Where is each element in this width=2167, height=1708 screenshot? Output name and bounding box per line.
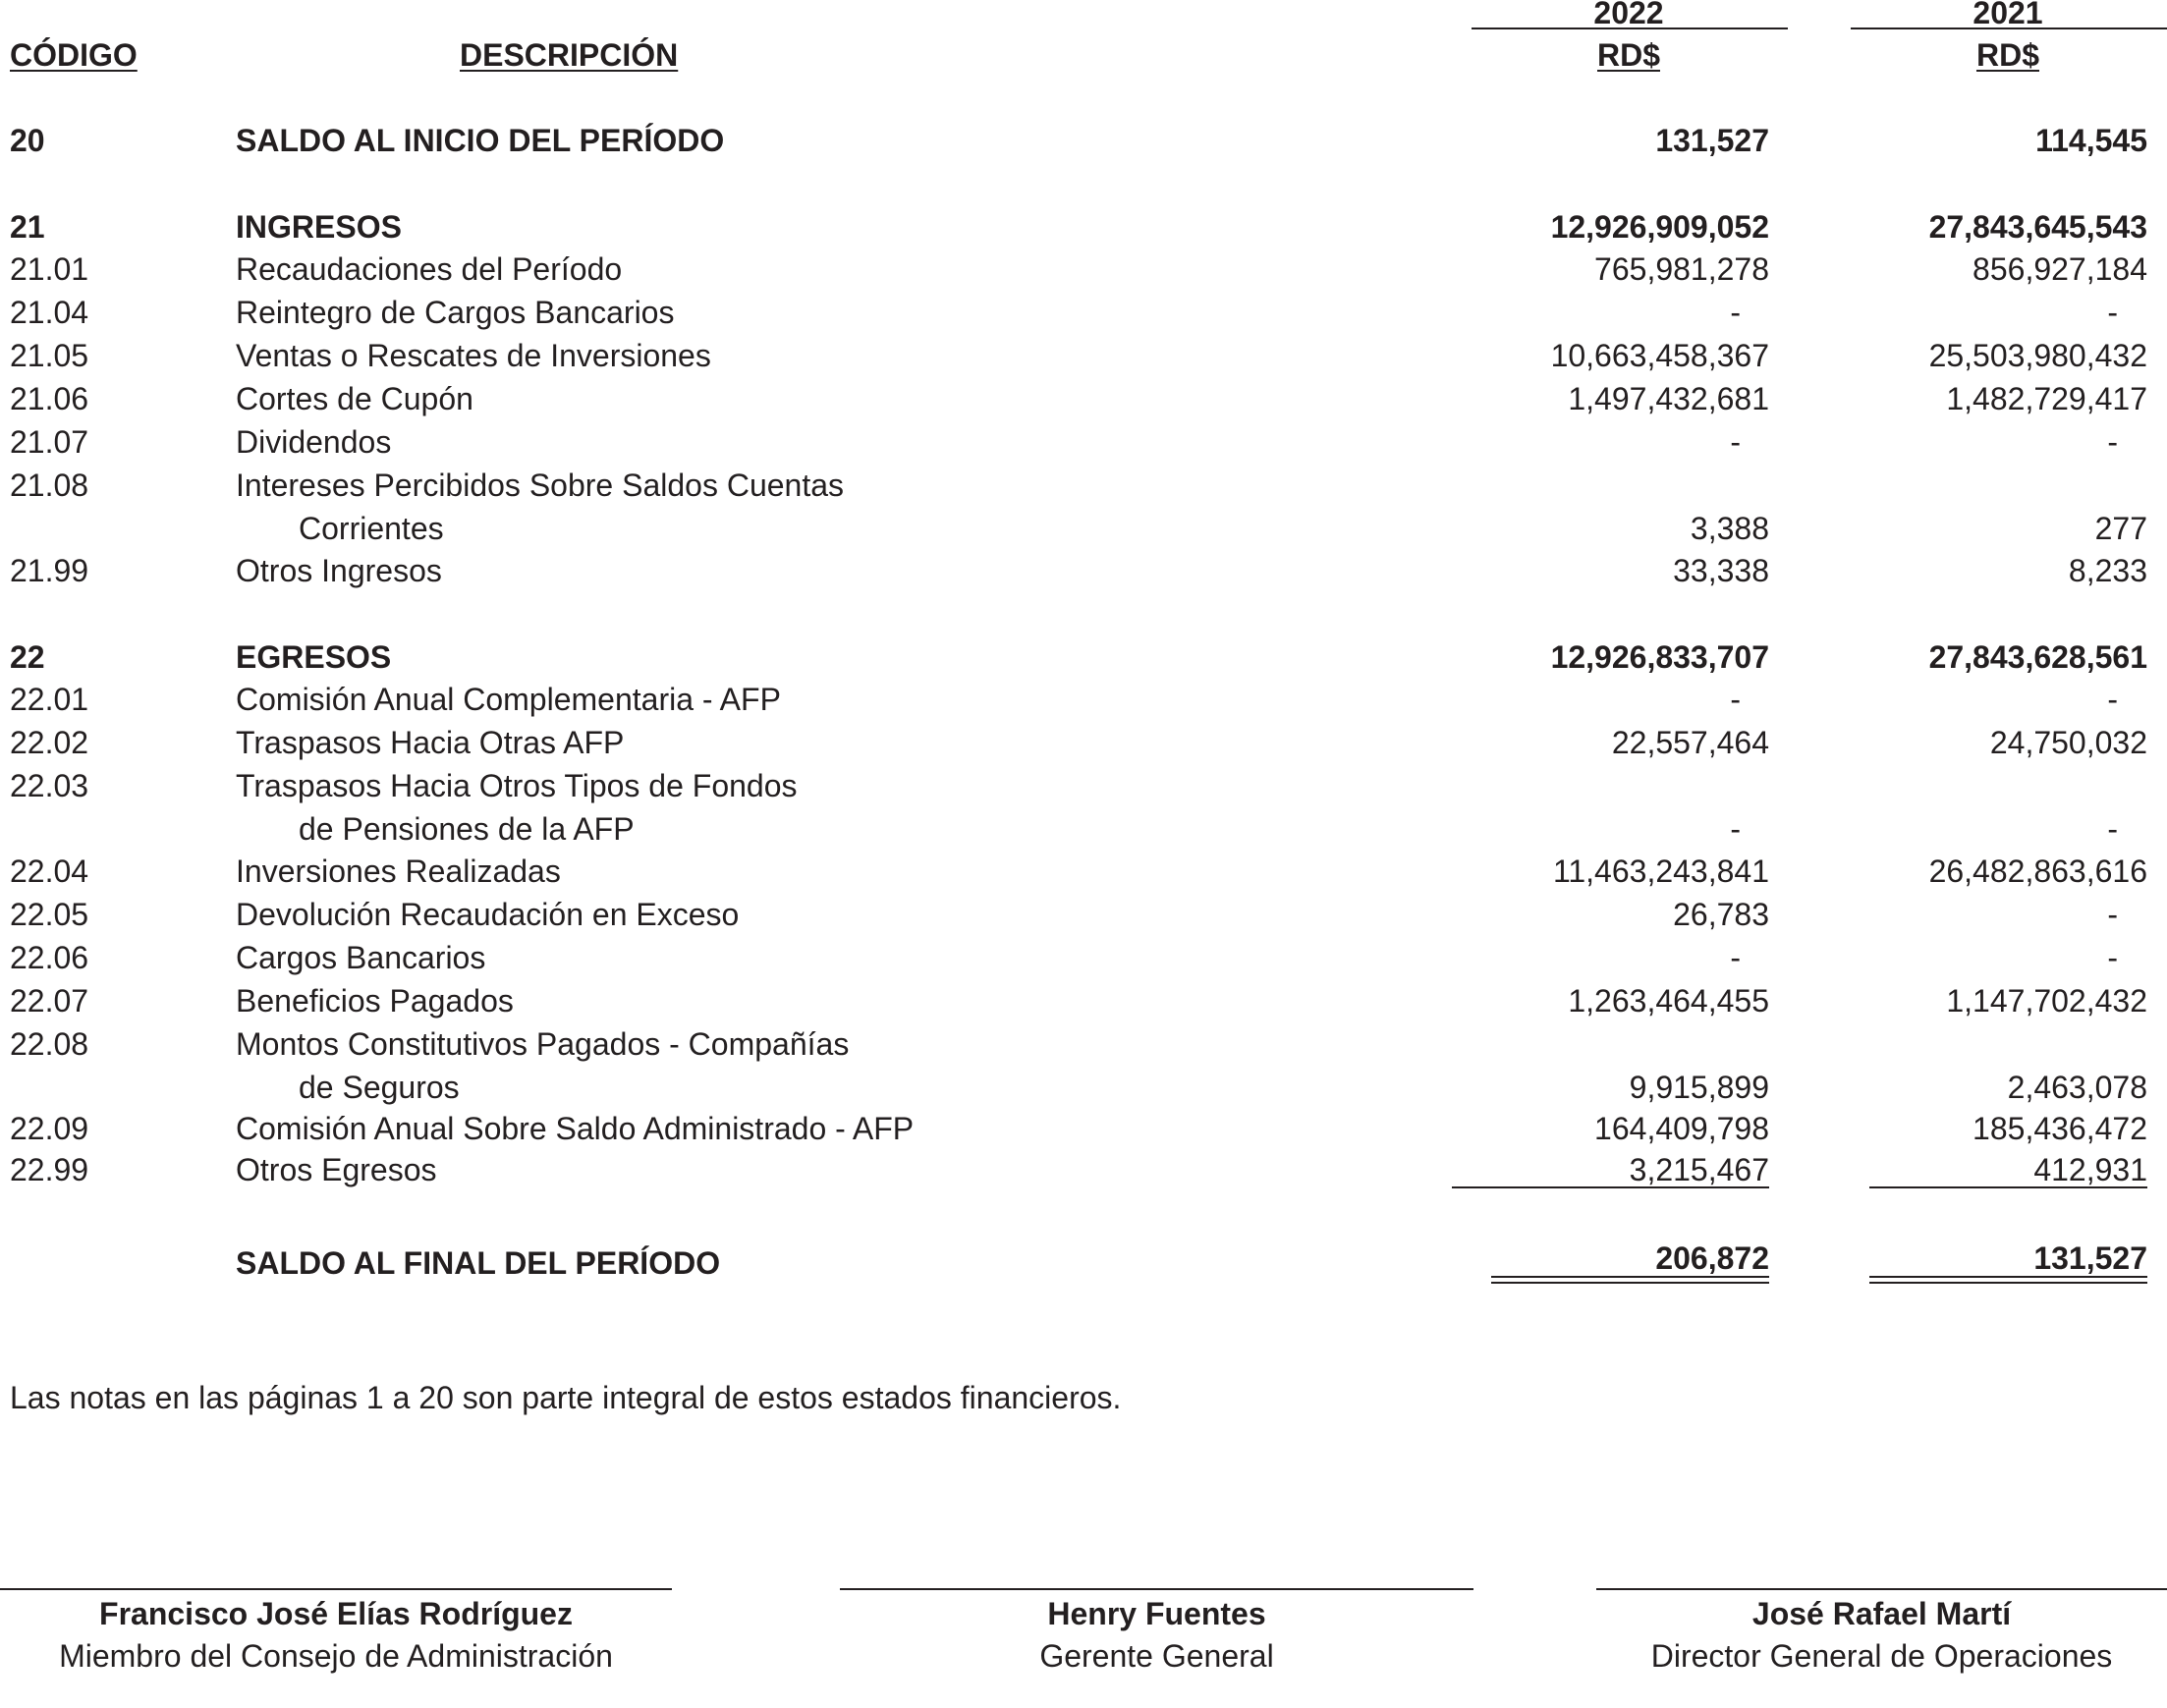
- row-code: 22.09: [10, 1111, 89, 1146]
- year-2021-rule: [1851, 28, 2167, 29]
- row-value-2021: -: [2107, 424, 2118, 460]
- row-description: Dividendos: [236, 424, 392, 460]
- currency-2022-header: RD$: [1596, 37, 1660, 73]
- row-value-2021: 25,503,980,432: [1928, 338, 2147, 373]
- row-code: 22.07: [10, 983, 89, 1019]
- row-code: 22.03: [10, 768, 89, 803]
- subtotal-rule-2021: [1869, 1186, 2147, 1188]
- double-rule-2021-top: [1869, 1276, 2147, 1278]
- subtotal-rule-2022: [1452, 1186, 1769, 1188]
- row-code: 22.01: [10, 682, 89, 717]
- row-code: 21: [10, 209, 45, 245]
- row-value-2022: -: [1730, 682, 1741, 717]
- row-description: Intereses Percibidos Sobre Saldos Cuentas: [236, 468, 845, 503]
- row-value-2021: 26,482,863,616: [1928, 854, 2147, 889]
- row-value-2022: 164,409,798: [1594, 1111, 1769, 1146]
- row-code: 21.06: [10, 381, 89, 416]
- row-value-2022: 12,926,833,707: [1550, 639, 1769, 675]
- double-rule-2022-bottom: [1491, 1282, 1769, 1284]
- row-value-2021: 24,750,032: [1989, 725, 2147, 760]
- financial-notes-statement: Las notas en las páginas 1 a 20 son parte integral de estos estados financieros.: [10, 1380, 1122, 1415]
- row-value-2021: 114,545: [2035, 123, 2147, 158]
- row-description: Cortes de Cupón: [236, 381, 473, 416]
- row-description: Ventas o Rescates de Inversiones: [236, 338, 711, 373]
- row-description: SALDO AL INICIO DEL PERÍODO: [236, 123, 725, 158]
- row-value-2021: -: [2107, 682, 2118, 717]
- row-value-2022: 26,783: [1673, 897, 1769, 932]
- row-code: 21.99: [10, 553, 89, 588]
- row-description: EGRESOS: [236, 639, 392, 675]
- row-value-2022: 9,915,899: [1629, 1070, 1769, 1105]
- row-value-2022: -: [1730, 295, 1741, 330]
- row-value-2021: 1,147,702,432: [1946, 983, 2147, 1019]
- year-2021-header: 2021: [1973, 0, 2043, 30]
- double-rule-2022-top: [1491, 1276, 1769, 1278]
- final-balance-description: SALDO AL FINAL DEL PERÍODO: [236, 1245, 721, 1281]
- signatory-name: Henry Fuentes: [1047, 1596, 1266, 1631]
- row-value-2022: 3,388: [1690, 511, 1769, 546]
- row-value-2021: 856,927,184: [1973, 251, 2147, 287]
- row-code: 20: [10, 123, 45, 158]
- row-value-2022: 3,215,467: [1629, 1152, 1769, 1187]
- row-description: Comisión Anual Sobre Saldo Administrado - AFP: [236, 1111, 915, 1146]
- row-description: Devolución Recaudación en Exceso: [236, 897, 740, 932]
- row-code: 22.99: [10, 1152, 89, 1187]
- row-value-2022: 33,338: [1673, 553, 1769, 588]
- row-value-2022: -: [1730, 811, 1741, 847]
- row-value-2021: 2,463,078: [2007, 1070, 2147, 1105]
- row-code: 22.04: [10, 854, 89, 889]
- row-value-2022: 131,527: [1655, 123, 1769, 158]
- row-value-2022: 22,557,464: [1611, 725, 1769, 760]
- row-value-2021: -: [2107, 811, 2118, 847]
- row-description: Montos Constitutivos Pagados - Compañías: [236, 1026, 850, 1062]
- row-code: 22.08: [10, 1026, 89, 1062]
- row-code: 21.01: [10, 251, 89, 287]
- row-value-2022: -: [1730, 424, 1741, 460]
- double-rule-2021-bottom: [1869, 1282, 2147, 1284]
- row-value-2021: 8,233: [2068, 553, 2147, 588]
- row-value-2022: 10,663,458,367: [1550, 338, 1769, 373]
- row-code: 21.07: [10, 424, 89, 460]
- row-description: Beneficios Pagados: [236, 983, 514, 1019]
- row-description-continued: Corrientes: [299, 511, 444, 546]
- row-value-2022: -: [1730, 940, 1741, 975]
- row-value-2021: -: [2107, 295, 2118, 330]
- row-value-2021: 277: [2094, 511, 2147, 546]
- row-value-2021: 27,843,645,543: [1928, 209, 2147, 245]
- row-code: 22.06: [10, 940, 89, 975]
- row-value-2021: -: [2107, 897, 2118, 932]
- row-value-2022: 1,263,464,455: [1568, 983, 1769, 1019]
- row-value-2021: 27,843,628,561: [1928, 639, 2147, 675]
- currency-2021-header: RD$: [1975, 37, 2039, 73]
- signatory-title: Director General de Operaciones: [1650, 1638, 2113, 1674]
- final-balance-2022: 206,872: [1655, 1240, 1769, 1276]
- row-description-continued: de Pensiones de la AFP: [299, 811, 635, 847]
- signature-line: [840, 1588, 1473, 1590]
- row-code: 21.04: [10, 295, 89, 330]
- row-description: Traspasos Hacia Otros Tipos de Fondos: [236, 768, 798, 803]
- row-value-2021: 412,931: [2033, 1152, 2147, 1187]
- year-2022-rule: [1472, 28, 1788, 29]
- column-header-code: CÓDIGO: [10, 37, 138, 73]
- row-code: 21.05: [10, 338, 89, 373]
- row-code: 22.02: [10, 725, 89, 760]
- row-description: Otros Egresos: [236, 1152, 437, 1187]
- row-code: 22: [10, 639, 45, 675]
- row-value-2022: 12,926,909,052: [1550, 209, 1769, 245]
- row-description: Inversiones Realizadas: [236, 854, 561, 889]
- signature-line: [1596, 1588, 2167, 1590]
- row-description: Cargos Bancarios: [236, 940, 486, 975]
- row-description: Otros Ingresos: [236, 553, 442, 588]
- signatory-title: Gerente General: [1039, 1638, 1274, 1674]
- column-header-description: DESCRIPCIÓN: [460, 37, 679, 73]
- signatory-name: José Rafael Martí: [1751, 1596, 2012, 1631]
- signature-line: [0, 1588, 672, 1590]
- row-description: INGRESOS: [236, 209, 402, 245]
- row-value-2022: 1,497,432,681: [1568, 381, 1769, 416]
- row-description: Traspasos Hacia Otras AFP: [236, 725, 625, 760]
- row-code: 22.05: [10, 897, 89, 932]
- row-value-2021: 1,482,729,417: [1946, 381, 2147, 416]
- signatory-title: Miembro del Consejo de Administración: [59, 1638, 613, 1674]
- signatory-name: Francisco José Elías Rodríguez: [99, 1596, 573, 1631]
- row-code: 21.08: [10, 468, 89, 503]
- row-value-2021: 185,436,472: [1973, 1111, 2147, 1146]
- row-description-continued: de Seguros: [299, 1070, 460, 1105]
- row-description: Comisión Anual Complementaria - AFP: [236, 682, 781, 717]
- row-description: Recaudaciones del Período: [236, 251, 623, 287]
- row-value-2021: -: [2107, 940, 2118, 975]
- final-balance-2021: 131,527: [2033, 1240, 2147, 1276]
- row-value-2022: 765,981,278: [1594, 251, 1769, 287]
- row-description: Reintegro de Cargos Bancarios: [236, 295, 675, 330]
- row-value-2022: 11,463,243,841: [1552, 854, 1769, 889]
- year-2022-header: 2022: [1593, 0, 1664, 30]
